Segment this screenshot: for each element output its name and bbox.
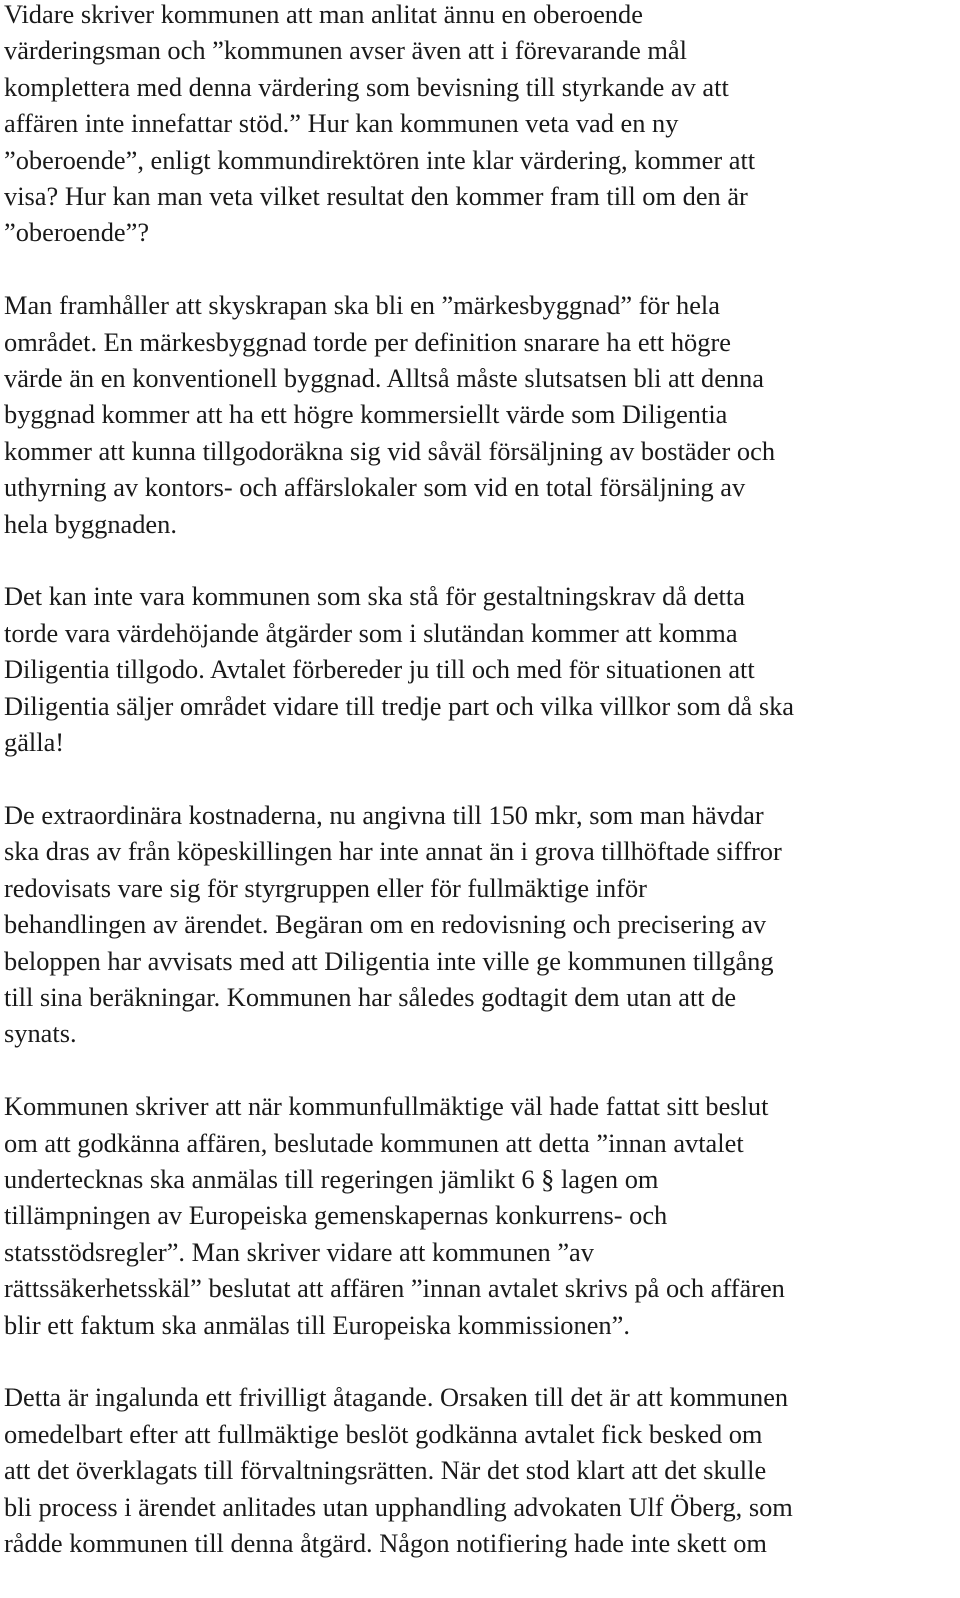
text-line: uthyrning av kontors- och affärslokaler som vid en total försäljning av: [4, 472, 746, 503]
text-line: Vidare skriver kommunen att man anlitat ännu en oberoende: [4, 0, 643, 29]
text-line: visa? Hur kan man veta vilket resultat den kommer fram till om den är: [4, 181, 748, 212]
text-line: beloppen har avvisats med att Diligentia inte ville ge kommunen tillgång: [4, 945, 774, 976]
text-line: ”oberoende”?: [4, 217, 150, 248]
paragraph-6: [4, 1379, 958, 1561]
text-line: om att godkänna affären, beslutade kommunen att detta ”innan avtalet: [4, 1127, 744, 1158]
text-line: statsstödsregler”. Man skriver vidare att kommunen ”av: [4, 1236, 594, 1267]
text-line: omedelbart efter att fullmäktige beslöt godkänna avtalet fick besked om: [4, 1418, 763, 1449]
paragraph-1: [4, 0, 958, 251]
text-line: rådde kommunen till denna åtgärd. Någon notifiering hade inte skett om: [4, 1527, 767, 1558]
text-line: området. En märkesbyggnad torde per definition snarare ha ett högre: [4, 326, 731, 357]
text-line: torde vara värdehöjande åtgärder som i slutändan kommer att komma: [4, 617, 738, 648]
text-line: gälla!: [4, 727, 65, 758]
text-line: till sina beräkningar. Kommunen har således godtagit dem utan att de: [4, 981, 737, 1012]
text-line: kommer att kunna tillgodoräkna sig vid såväl försäljning av bostäder och: [4, 435, 776, 466]
text-line: synats.: [4, 1018, 77, 1049]
text-line: Man framhåller att skyskrapan ska bli en ”märkesbyggnad” för hela: [4, 290, 720, 321]
text-line: Detta är ingalunda ett frivilligt åtagande. Orsaken till det är att kommunen: [4, 1382, 789, 1413]
text-line: ”oberoende”, enligt kommundirektören inte klar värdering, kommer att: [4, 144, 756, 175]
text-line: rättssäkerhetsskäl” beslutat att affären ”innan avtalet skrivs på och affären: [4, 1273, 785, 1304]
text-line: undertecknas ska anmälas till regeringen jämlikt 6 § lagen om: [4, 1163, 659, 1194]
text-line: Kommunen skriver att när kommunfullmäktige väl hade fattat sitt beslut: [4, 1091, 769, 1122]
text-line: blir ett faktum ska anmälas till Europeiska kommissionen”.: [4, 1309, 630, 1340]
text-line: bli process i ärendet anlitades utan upphandling advokaten Ulf Öberg, som: [4, 1491, 793, 1522]
text-line: Diligentia säljer området vidare till tredje part och vilka villkor som då ska: [4, 690, 795, 721]
text-line: värde än en konventionell byggnad. Alltså måste slutsatsen bli att denna: [4, 363, 765, 394]
text-line: Diligentia tillgodo. Avtalet förbereder ju till och med för situationen att: [4, 654, 755, 685]
text-line: värderingsman och ”kommunen avser även att i förevarande mål: [4, 35, 687, 66]
text-line: hela byggnaden.: [4, 508, 177, 539]
text-line: De extraordinära kostnaderna, nu angivna till 150 mkr, som man hävdar: [4, 799, 764, 830]
text-line: redovisats vare sig för styrgruppen eller för fullmäktige inför: [4, 872, 647, 903]
paragraph-5: [4, 1088, 958, 1343]
text-line: att det överklagats till förvaltningsrätten. När det stod klart att det skulle: [4, 1455, 767, 1486]
text-line: komplettera med denna värdering som bevisning till styrkande av att: [4, 71, 729, 102]
text-line: ska dras av från köpeskillingen har inte annat än i grova tillhöftade siffror: [4, 836, 782, 867]
text-line: Det kan inte vara kommunen som ska stå för gestaltningskrav då detta: [4, 581, 745, 612]
text-line: tillämpningen av Europeiska gemenskapernas konkurrens- och: [4, 1200, 668, 1231]
text-line: affären inte innefattar stöd.” Hur kan kommunen veta vad en ny: [4, 108, 679, 139]
paragraph-4: [4, 797, 958, 1052]
document-page: [4, 0, 958, 1598]
paragraph-2: [4, 287, 958, 542]
paragraph-3: [4, 578, 958, 760]
text-line: behandlingen av ärendet. Begäran om en redovisning och precisering av: [4, 909, 767, 940]
text-line: byggnad kommer att ha ett högre kommersiellt värde som Diligentia: [4, 399, 728, 430]
